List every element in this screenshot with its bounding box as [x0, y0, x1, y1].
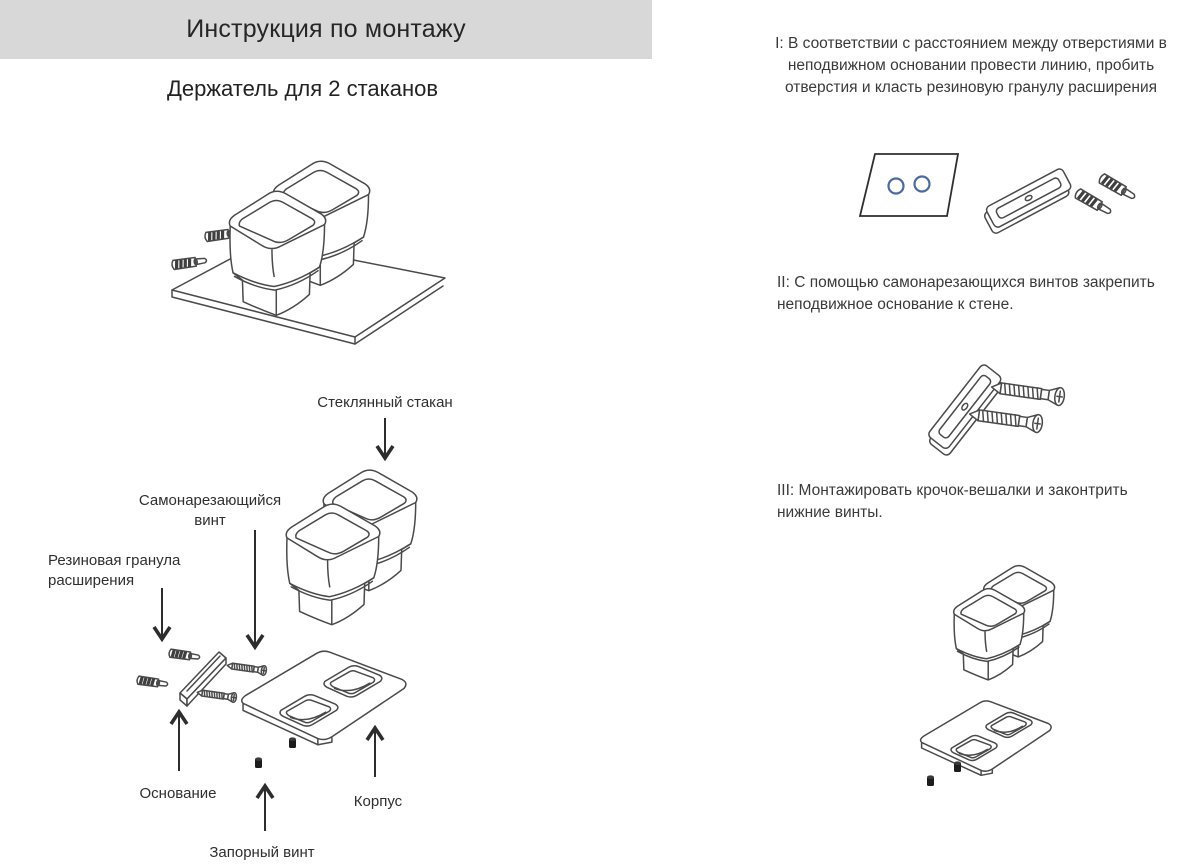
expansion-plug-drawing — [169, 649, 201, 661]
page-title: Инструкция по монтажу — [186, 15, 466, 43]
step-3-illustration — [888, 556, 1068, 801]
header-bar — [0, 0, 652, 59]
assembled-product-drawing — [140, 130, 470, 365]
lock-screw-drawing — [255, 757, 262, 768]
label-self-tapping-screw: Самонарезающийся винт — [138, 492, 282, 529]
holder-body-drawing — [242, 651, 406, 745]
expansion-plug-drawing — [1098, 173, 1137, 202]
label-lock-screw: Запорный винт — [209, 844, 315, 861]
fixed-base-drawing — [981, 167, 1074, 234]
step-1-illustration — [845, 140, 1170, 240]
screw-drawing — [197, 688, 237, 703]
screw-drawing — [968, 405, 1043, 433]
glass-cup-drawing — [286, 504, 380, 625]
screw-drawing — [227, 661, 267, 676]
step-2-illustration — [905, 345, 1095, 465]
wall-sheet-drawing — [860, 154, 958, 216]
screw-drawing — [990, 378, 1065, 406]
holder-body-drawing — [921, 701, 1052, 775]
label-body: Корпус — [353, 793, 403, 810]
step-3-text: III: Монтажировать крочок-вешалки и законтрить нижние винты. — [777, 482, 1128, 521]
lock-screw-drawing — [289, 737, 296, 748]
label-glass: Стеклянный стакан — [317, 394, 453, 411]
lock-screw-drawing — [927, 775, 934, 786]
exploded-diagram — [30, 388, 550, 866]
step-2-text: II: С помощью самонарезающихся винтов закрепить неподвижное основание к стене. — [777, 274, 1155, 313]
expansion-plug-drawing — [137, 676, 169, 688]
fixed-base-drawing — [924, 363, 1006, 457]
product-subtitle: Держатель для 2 стаканов — [166, 76, 439, 101]
label-rubber-plug: Резиновая гранула расширения — [48, 552, 181, 589]
lock-screw-drawing — [954, 761, 961, 772]
expansion-plug-drawing — [1074, 188, 1113, 217]
glass-cup-drawing — [954, 589, 1025, 680]
label-base: Основание — [139, 785, 217, 802]
step-1-text: I: В соответствии с расстоянием между отверстиями в неподвижном основании провести линию, пробить отверстия и класть резиновую гранулу расширения — [775, 35, 1167, 96]
